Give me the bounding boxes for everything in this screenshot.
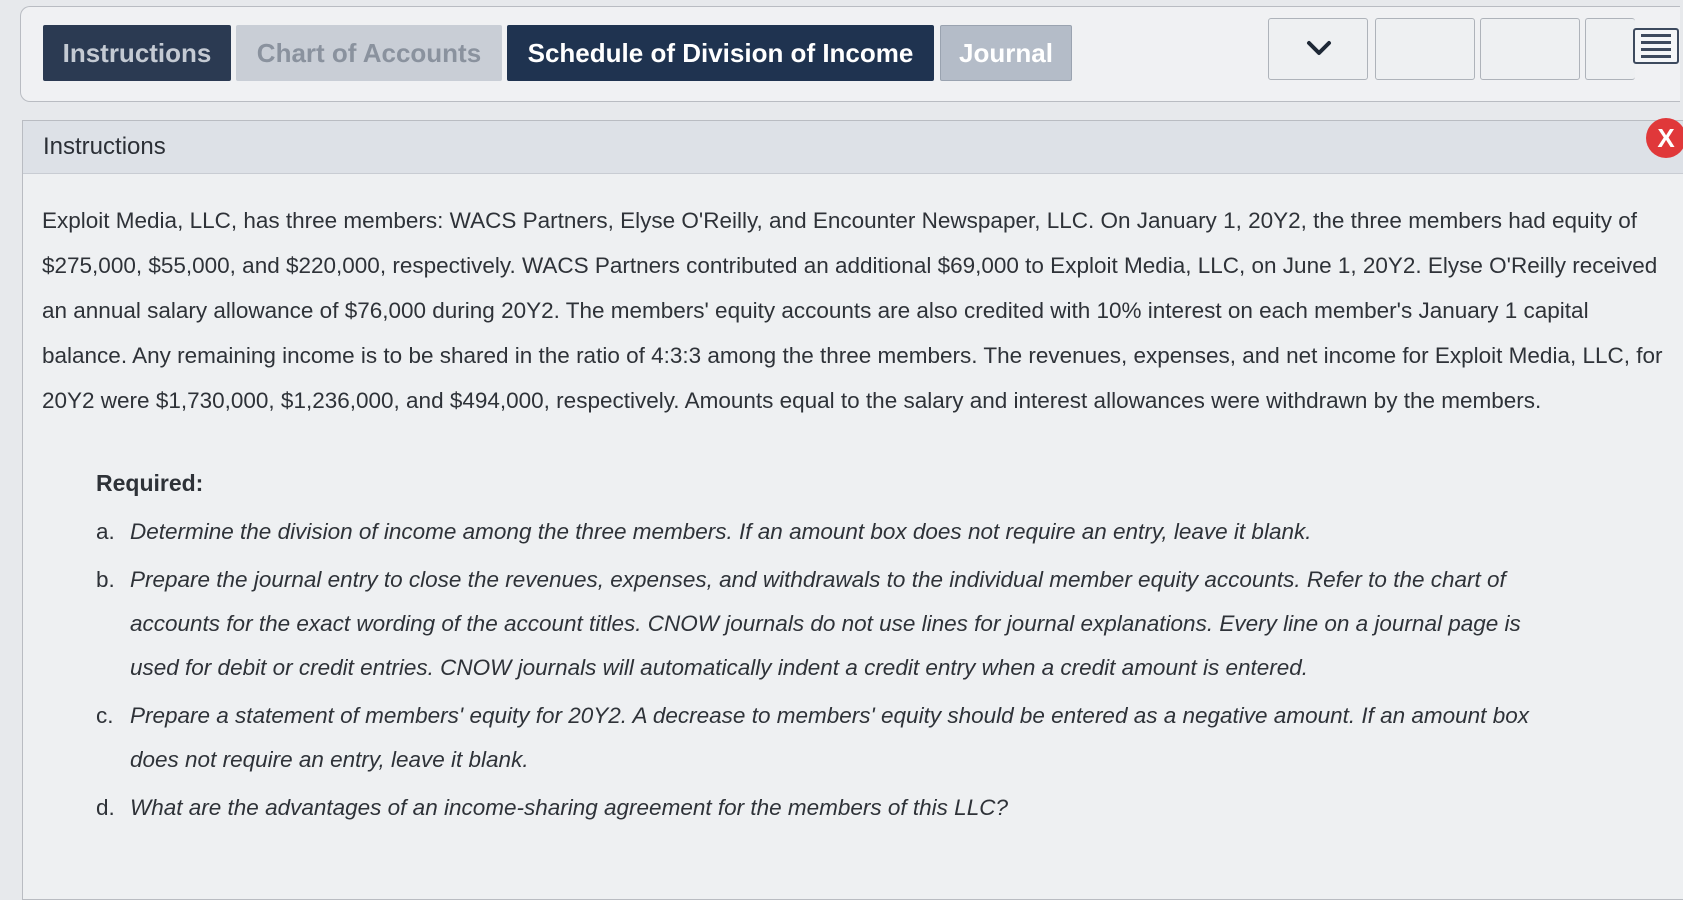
panel-header [23,121,1683,174]
requirement-text: Determine the division of income among the three members. If an amount box does not require an entry, leave it blank. [130,519,1312,544]
panel-title: Instructions [43,133,166,160]
required-title: Required: [96,470,204,496]
instructions-paragraph: Exploit Media, LLC, has three members: WACS Partners, Elyse O'Reilly, and Encounter Newspaper, LLC. On January 1, 20Y2, the three members had equity of $275,000, $55,000, and $220,000, respectively. WACS Partners contributed an additional $69,000 to Exploit Media, LLC, on June 1, 20Y2. Elyse O'Reilly received an annual salary allowance of $76,000 during 20Y2. The members' equity accounts are also credited with 10% interest on each member's January 1 capital balance. Any remaining income is to be shared in the ratio of 4:3:3 among the three members. The revenues, expenses, and net income for Exploit Media, LLC, for 20Y2 were $1,730,000, $1,236,000, and $494,000, respectively. Amounts equal to the salary and interest allowances were withdrawn by the members. [42,208,1663,413]
requirement-text: What are the advantages of an income-sharing agreement for the members of this LLC? [130,795,1008,820]
requirement-b [96,558,1536,690]
requirement-c [96,694,1536,782]
tab-schedule-of-division-of-income[interactable]: Schedule of Division of Income [507,25,934,81]
requirement-letter: c. [96,703,114,728]
requirement-letter: a. [96,519,115,544]
requirement-d [96,786,1536,830]
tab-journal[interactable]: Journal [940,25,1072,81]
nav-box-3[interactable] [1585,18,1635,80]
menu-icon-line [1641,41,1671,44]
requirement-letter: b. [96,567,115,592]
nav-box-1[interactable] [1375,18,1475,80]
requirements-list [96,510,1536,834]
requirement-text: Prepare the journal entry to close the revenues, expenses, and withdrawals to the individual member equity accounts. Refer to the chart of accounts for the exact wording of the account titles. CNOW journals do not use lines for journal explanations. Every line on a journal page is used for debit or credit entries. CNOW journals will automatically indent a credit entry when a credit amount is entered. [130,567,1521,680]
menu-icon-line [1641,34,1671,37]
requirement-letter: d. [96,795,115,820]
menu-icon[interactable] [1633,28,1679,64]
tab-instructions[interactable]: Instructions [43,25,231,81]
requirement-a [96,510,1536,554]
dropdown-button[interactable] [1268,18,1368,80]
nav-box-2[interactable] [1480,18,1580,80]
close-icon[interactable]: X [1646,118,1683,158]
menu-icon-line [1641,55,1671,58]
chevron-down-icon [1269,19,1369,79]
requirement-text: Prepare a statement of members' equity for 20Y2. A decrease to members' equity should be entered as a negative amount. If an amount box does not require an entry, leave it blank. [130,703,1529,772]
tab-chart-of-accounts[interactable]: Chart of Accounts [236,25,502,81]
menu-icon-line [1641,48,1671,51]
